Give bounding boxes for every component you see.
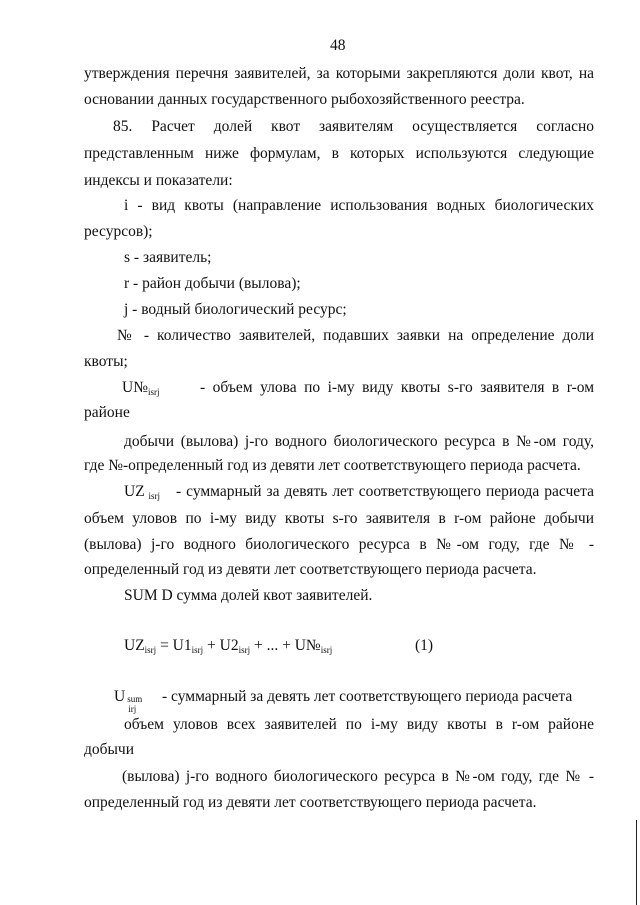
paragraph-line: квоты; [84,353,128,370]
paragraph-line: j - водный биологический ресурс; [124,301,347,318]
paragraph-line: утверждения перечня заявителей, за которыми закрепляются доли квот, на [84,65,594,82]
formula-number: (1) [415,637,434,654]
paragraph-line: i - вид квоты (направление использования водных биологических [124,197,594,214]
paragraph-line: определенный год из девяти лет соответствующего периода расчета. [84,561,537,578]
paragraph-line: где №-определенный год из девяти лет соответствующего периода расчета. [84,457,581,474]
paragraph-line: - объем улова по i-му виду квоты s-го заявителя в r-ом [200,379,594,396]
variable-symbol: $U№_{isrj}$ [122,379,160,397]
paragraph-line: r - район добычи (вылова); [124,275,301,292]
formula: $UZ_{isrj} = U1_{isrj} + U2_{isrj}$ + ... + $U№_{isrj}$ [124,637,333,655]
scan-edge-line [636,820,637,905]
paragraph-line: добычи [84,741,135,758]
variable-symbol: UZ $_{isrj}$ [124,483,161,501]
paragraph-line: ресурсов); [84,223,153,240]
paragraph-line: (вылова) j-го водного биологического ресурса в №-ом году, где № - [84,536,594,553]
paragraph-line: представленным ниже формулам, в которых используются следующие [84,145,594,162]
variable-symbol: U sum irj [114,688,143,714]
paragraph-line: индексы и показатели: [84,172,233,189]
paragraph-line: № - количество заявителей, подавших заявки на определение доли [117,327,594,344]
paragraph-line: районе [84,404,130,421]
paragraph-line: объем уловов всех заявителей по i-му виду квоты в r-ом районе [124,716,594,733]
paragraph-line: определенный год из девяти лет соответствующего периода расчета. [84,794,537,811]
paragraph-line: s - заявитель; [124,249,212,266]
paragraph-line: - суммарный за девять лет соответствующего периода расчета [176,483,594,500]
page-number: 48 [330,37,346,54]
paragraph-line: добычи (вылова) j-го водного биологического ресурса в №-ом году, [124,433,594,450]
paragraph-line: 85. Расчет долей квот заявителям осуществляется согласно [113,118,594,135]
paragraph-line: (вылова) j-го водного биологического ресурса в №-ом году, где № - [122,768,594,785]
paragraph-line: объем уловов по i-му виду квоты s-го заявителя в r-ом районе добычи [84,510,594,527]
paragraph-line: - суммарный за девять лет соответствующего периода расчета [162,688,573,705]
paragraph-line: основании данных государственного рыбохозяйственного реестра. [84,91,525,108]
paragraph-line: SUM D сумма долей квот заявителей. [124,587,373,604]
